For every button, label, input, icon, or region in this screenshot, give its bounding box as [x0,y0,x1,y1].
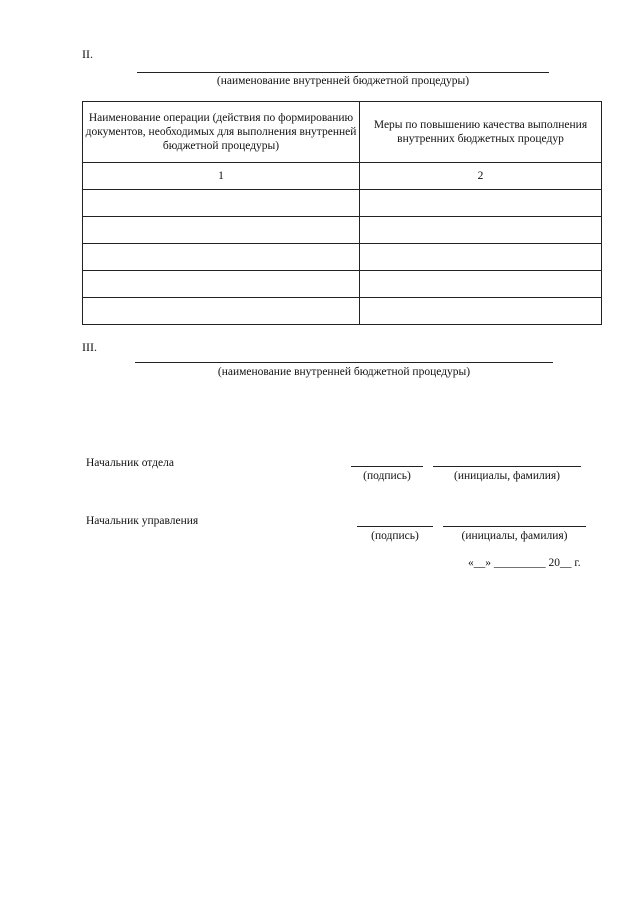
table-row [83,190,602,217]
dept-head-name-caption: (инициалы, фамилия) [453,470,561,482]
section-number-ii: II. [82,47,93,61]
dept-head-signature-line[interactable] [351,466,423,467]
column-number-1: 1 [83,163,360,190]
table-cell[interactable] [360,271,602,298]
table-row [83,217,602,244]
table-cell[interactable] [360,217,602,244]
dept-head-signature-caption: (подпись) [363,470,411,482]
table-cell[interactable] [83,190,360,217]
table-row [83,271,602,298]
header-operation-name: Наименование операции (действия по формированию документов, необходимых для выполнения внутренней бюджетной процедуры) [83,102,360,163]
procedure-caption-iii: (наименование внутренней бюджетной процедуры) [217,366,471,378]
column-number-row [83,163,602,190]
mgmt-head-name-caption: (инициалы, фамилия) [461,530,568,542]
column-number-2: 2 [360,163,602,190]
procedure-caption-ii: (наименование внутренней бюджетной процедуры) [216,75,470,87]
section-number-iii: III. [82,340,97,354]
table-row [83,298,602,325]
table-cell[interactable] [83,298,360,325]
operations-table [82,101,602,325]
table-row [83,244,602,271]
table-cell[interactable] [360,190,602,217]
dept-head-label: Начальник отдела [86,457,174,469]
header-quality-measures: Меры по повышению качества выполнения внутренних бюджетных процедур [360,102,602,163]
procedure-name-line-ii [137,72,549,73]
mgmt-head-signature-line[interactable] [357,526,433,527]
table-header-row [83,102,602,163]
mgmt-head-signature-caption: (подпись) [371,530,419,542]
table-cell[interactable] [360,244,602,271]
dept-head-name-line[interactable] [433,466,581,467]
date-line: «__» _________ 20__ г. [468,557,581,569]
table-cell[interactable] [83,271,360,298]
mgmt-head-label: Начальник управления [86,515,199,527]
table-cell[interactable] [360,298,602,325]
table-cell[interactable] [83,244,360,271]
table-cell[interactable] [83,217,360,244]
mgmt-head-name-line[interactable] [443,526,586,527]
procedure-name-line-iii [135,362,553,363]
